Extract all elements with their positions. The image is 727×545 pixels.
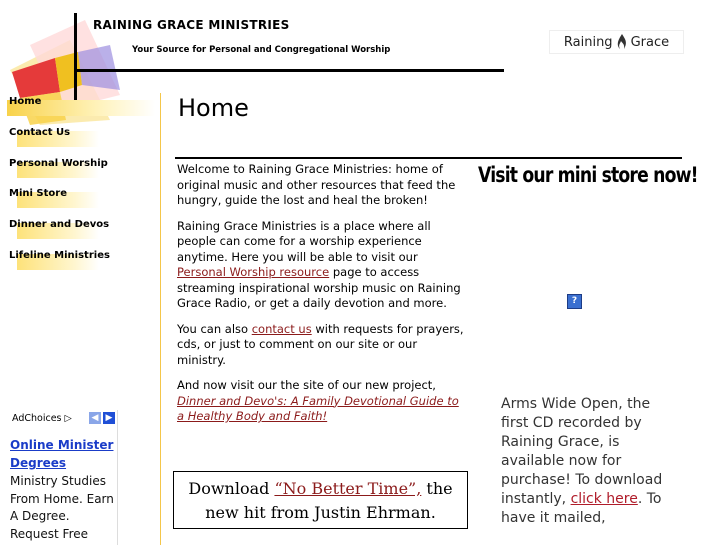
intro-paragraph: Welcome to Raining Grace Ministries: home of original music and other resources that feed the hungry, guide the lost and heal the broken! [177, 162, 456, 207]
cd-text-a: Arms Wide Open, the first CD recorded by Raining Grace, is available now for purchase! To download instantly, [501, 396, 663, 507]
project-paragraph [177, 378, 467, 425]
about-paragraph [177, 219, 467, 312]
ad-choices-label: AdChoices [12, 413, 62, 424]
project-text-a: And now visit our the site of our new project, [177, 378, 436, 392]
nav-item-contact-us[interactable] [7, 127, 157, 149]
contact-us-link[interactable]: contact us [251, 321, 312, 336]
contact-text-a: You can also [177, 321, 252, 336]
nav-item-personal-worship[interactable] [7, 158, 157, 180]
nav-item-dinner-and-devos[interactable] [7, 219, 157, 241]
header-vertical-rule [74, 13, 77, 103]
nav-label: Dinner and Devos [9, 219, 110, 230]
about-text-a: Raining Grace Ministries is a place where all people can come for a worship experience anytime. Here you will be able to visit our [177, 218, 431, 264]
site-title: RAINING GRACE MINISTRIES [93, 18, 290, 32]
ad-next-icon[interactable]: ▶ [103, 412, 115, 424]
nav-item-mini-store[interactable] [7, 188, 157, 210]
nav-item-home[interactable] [7, 96, 157, 118]
ad-choices-link[interactable] [12, 413, 72, 424]
personal-worship-link[interactable]: Personal Worship resource [177, 265, 330, 279]
nav-label: Lifeline Ministries [9, 250, 110, 261]
mini-store-banner[interactable]: Visit our mini store now! [478, 163, 698, 187]
cd-promo [501, 395, 671, 528]
download-text-b: the new hit from Justin Ehrman. [205, 479, 453, 522]
nav-label: Contact Us [9, 127, 71, 138]
dinner-and-devos-link[interactable]: Dinner and Devo's: A Family Devotional Guide to a Healthy Body and Faith! [177, 393, 459, 423]
contact-text-b: with requests for prayers, cds, or just to comment on our site or our ministry. [177, 321, 464, 367]
logo-text-left: Raining [563, 34, 613, 50]
nav-label: Personal Worship [9, 158, 108, 169]
nav-label: Home [9, 96, 42, 107]
ad-text: Ministry Studies From Home. Earn A Degree. Request Free [10, 474, 114, 541]
nav-label: Mini Store [9, 188, 67, 199]
download-box [173, 471, 468, 529]
click-here-link[interactable]: click here [570, 491, 638, 507]
ad-block [7, 410, 118, 545]
main-body [177, 162, 467, 435]
download-text-a: Download [188, 479, 275, 498]
ad-prev-icon[interactable]: ◀ [89, 412, 101, 424]
ad-title-link[interactable]: Online Minister Degrees [10, 438, 114, 470]
page-title: Home [178, 94, 249, 122]
nav-item-lifeline-ministries[interactable] [7, 250, 157, 272]
logo-text-right: Grace [630, 34, 670, 50]
site-tagline: Your Source for Personal and Congregational Worship [132, 45, 391, 55]
contact-paragraph [177, 322, 467, 369]
cd-text-b: . To have it mailed, [501, 491, 662, 526]
nav-divider [160, 93, 161, 545]
ad-choices-icon: ▷ [64, 413, 72, 424]
flame-icon [616, 34, 628, 50]
main-divider [175, 157, 682, 159]
help-icon[interactable]: ? [567, 294, 582, 309]
about-text-b: page to access streaming inspirational worship music on Raining Grace Radio, or get a daily devotion and more. [177, 265, 461, 310]
raining-grace-logo[interactable] [549, 30, 684, 54]
header-horizontal-rule [74, 69, 504, 72]
no-better-time-link[interactable]: “No Better Time”, [274, 479, 422, 498]
